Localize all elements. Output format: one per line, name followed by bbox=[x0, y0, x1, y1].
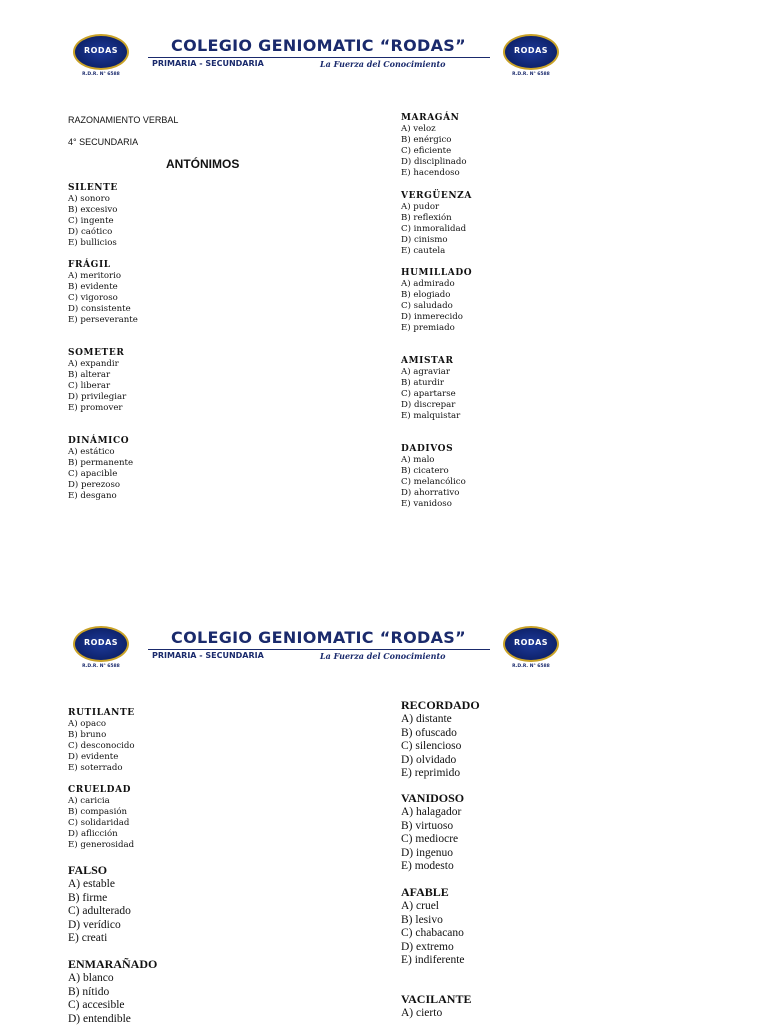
option: D) inmerecido bbox=[401, 312, 472, 323]
question-word: HUMILLADO bbox=[401, 267, 472, 279]
question-humillado bbox=[401, 267, 472, 334]
option: B) alterar bbox=[68, 370, 126, 381]
option: B) compasión bbox=[68, 807, 134, 818]
option: A) veloz bbox=[401, 124, 467, 135]
question-vacilante bbox=[401, 992, 471, 1021]
option: D) cinismo bbox=[401, 235, 472, 246]
option: B) evidente bbox=[68, 282, 138, 293]
school-seal-icon: RODAS R.D.R. N° 6588 bbox=[500, 34, 562, 80]
question-amistar bbox=[401, 355, 460, 422]
school-levels: PRIMARIA - SECUNDARIA bbox=[152, 59, 264, 68]
question-word: AMISTAR bbox=[401, 355, 460, 367]
option: D) privilegiar bbox=[68, 392, 126, 403]
option: A) halagador bbox=[401, 806, 464, 820]
option: A) meritorio bbox=[68, 271, 138, 282]
question-word: VANIDOSO bbox=[401, 791, 464, 806]
option: A) caricia bbox=[68, 796, 134, 807]
question-word: DADIVOS bbox=[401, 443, 466, 455]
option: E) perseverante bbox=[68, 315, 138, 326]
option: E) malquistar bbox=[401, 411, 460, 422]
option: C) apartarse bbox=[401, 389, 460, 400]
option: B) firme bbox=[68, 892, 131, 906]
option: B) elogiado bbox=[401, 290, 472, 301]
question-word: VACILANTE bbox=[401, 992, 471, 1007]
option: B) ofuscado bbox=[401, 727, 480, 741]
option: C) saludado bbox=[401, 301, 472, 312]
question-word: ENMARAÑADO bbox=[68, 957, 157, 972]
option: E) creati bbox=[68, 932, 131, 946]
option: E) vanidoso bbox=[401, 499, 466, 510]
option: D) extremo bbox=[401, 941, 465, 955]
option: C) desconocido bbox=[68, 741, 135, 752]
school-seal-icon: RODAS R.D.R. N° 6588 bbox=[70, 626, 132, 672]
option: A) cruel bbox=[401, 900, 465, 914]
question-afable bbox=[401, 885, 465, 968]
question-word: MARAGÁN bbox=[401, 112, 467, 124]
question-word: DINÁMICO bbox=[68, 435, 133, 447]
option: D) consistente bbox=[68, 304, 138, 315]
question-rutilante bbox=[68, 707, 135, 774]
option: C) mediocre bbox=[401, 833, 464, 847]
school-seal-icon: RODAS R.D.R. N° 6588 bbox=[70, 34, 132, 80]
option: C) ingente bbox=[68, 216, 118, 227]
question-dinamico bbox=[68, 435, 133, 502]
option: C) adulterado bbox=[68, 905, 131, 919]
question-word: VERGÜENZA bbox=[401, 190, 472, 202]
option: E) indiferente bbox=[401, 954, 465, 968]
option: E) hacendoso bbox=[401, 168, 467, 179]
option: A) opaco bbox=[68, 719, 135, 730]
option: C) melancólico bbox=[401, 477, 466, 488]
option: D) discrepar bbox=[401, 400, 460, 411]
option: D) ahorrativo bbox=[401, 488, 466, 499]
question-word: CRUELDAD bbox=[68, 784, 134, 796]
question-falso bbox=[68, 863, 131, 946]
course-name: RAZONAMIENTO VERBAL bbox=[68, 115, 178, 125]
school-banner bbox=[70, 626, 562, 672]
question-enmaranado bbox=[68, 957, 157, 1026]
option: C) inmoralidad bbox=[401, 224, 472, 235]
option: A) expandir bbox=[68, 359, 126, 370]
banner-divider bbox=[148, 57, 490, 58]
option: C) eficiente bbox=[401, 146, 467, 157]
school-name: COLEGIO GENIOMATIC “RODAS” bbox=[146, 36, 491, 55]
question-recordado bbox=[401, 698, 480, 781]
option: D) evidente bbox=[68, 752, 135, 763]
option: E) reprimido bbox=[401, 767, 480, 781]
school-levels: PRIMARIA - SECUNDARIA bbox=[152, 651, 264, 660]
option: C) apacible bbox=[68, 469, 133, 480]
school-motto: La Fuerza del Conocimiento bbox=[320, 59, 445, 69]
question-word: RUTILANTE bbox=[68, 707, 135, 719]
option: E) desgano bbox=[68, 491, 133, 502]
option: A) blanco bbox=[68, 972, 157, 986]
option: C) solidaridad bbox=[68, 818, 134, 829]
question-silente bbox=[68, 182, 118, 249]
question-vanidoso bbox=[401, 791, 464, 874]
option: A) agraviar bbox=[401, 367, 460, 378]
option: E) promover bbox=[68, 403, 126, 414]
option: B) bruno bbox=[68, 730, 135, 741]
option: A) estable bbox=[68, 878, 131, 892]
option: C) accesible bbox=[68, 999, 157, 1013]
option: B) enérgico bbox=[401, 135, 467, 146]
question-someter bbox=[68, 347, 126, 414]
option: B) virtuoso bbox=[401, 820, 464, 834]
option: B) reflexión bbox=[401, 213, 472, 224]
school-seal-icon: RODAS R.D.R. N° 6588 bbox=[500, 626, 562, 672]
option: B) cicatero bbox=[401, 466, 466, 477]
option: E) soterrado bbox=[68, 763, 135, 774]
school-banner bbox=[70, 34, 562, 80]
option: B) nítido bbox=[68, 986, 157, 1000]
option: D) entendible bbox=[68, 1013, 157, 1026]
option: C) silencioso bbox=[401, 740, 480, 754]
option: A) sonoro bbox=[68, 194, 118, 205]
option: A) distante bbox=[401, 713, 480, 727]
school-motto: La Fuerza del Conocimiento bbox=[320, 651, 445, 661]
question-maragan bbox=[401, 112, 467, 179]
option: B) aturdir bbox=[401, 378, 460, 389]
question-fragil bbox=[68, 259, 138, 326]
question-word: FRÁGIL bbox=[68, 259, 138, 271]
option: D) verídico bbox=[68, 919, 131, 933]
option: B) permanente bbox=[68, 458, 133, 469]
option: C) chabacano bbox=[401, 927, 465, 941]
option: E) bullicios bbox=[68, 238, 118, 249]
banner-divider bbox=[148, 649, 490, 650]
question-word: FALSO bbox=[68, 863, 131, 878]
option: E) modesto bbox=[401, 860, 464, 874]
question-word: SOMETER bbox=[68, 347, 126, 359]
question-word: RECORDADO bbox=[401, 698, 480, 713]
school-name: COLEGIO GENIOMATIC “RODAS” bbox=[146, 628, 491, 647]
question-crueldad bbox=[68, 784, 134, 851]
option: D) caótico bbox=[68, 227, 118, 238]
option: A) cierto bbox=[401, 1007, 471, 1021]
question-verguenza bbox=[401, 190, 472, 257]
option: C) liberar bbox=[68, 381, 126, 392]
option: D) olvidado bbox=[401, 754, 480, 768]
option: E) cautela bbox=[401, 246, 472, 257]
option: B) lesivo bbox=[401, 914, 465, 928]
question-dadivos bbox=[401, 443, 466, 510]
option: D) ingenuo bbox=[401, 847, 464, 861]
option: D) aflicción bbox=[68, 829, 134, 840]
option: D) perezoso bbox=[68, 480, 133, 491]
option: C) vigoroso bbox=[68, 293, 138, 304]
option: D) disciplinado bbox=[401, 157, 467, 168]
option: E) premiado bbox=[401, 323, 472, 334]
option: A) estático bbox=[68, 447, 133, 458]
option: A) pudor bbox=[401, 202, 472, 213]
option: B) excesivo bbox=[68, 205, 118, 216]
grade-level: 4° SECUNDARIA bbox=[68, 137, 138, 147]
question-word: AFABLE bbox=[401, 885, 465, 900]
option: E) generosidad bbox=[68, 840, 134, 851]
option: A) admirado bbox=[401, 279, 472, 290]
page-title: ANTÓNIMOS bbox=[166, 157, 239, 171]
option: A) malo bbox=[401, 455, 466, 466]
question-word: SILENTE bbox=[68, 182, 118, 194]
